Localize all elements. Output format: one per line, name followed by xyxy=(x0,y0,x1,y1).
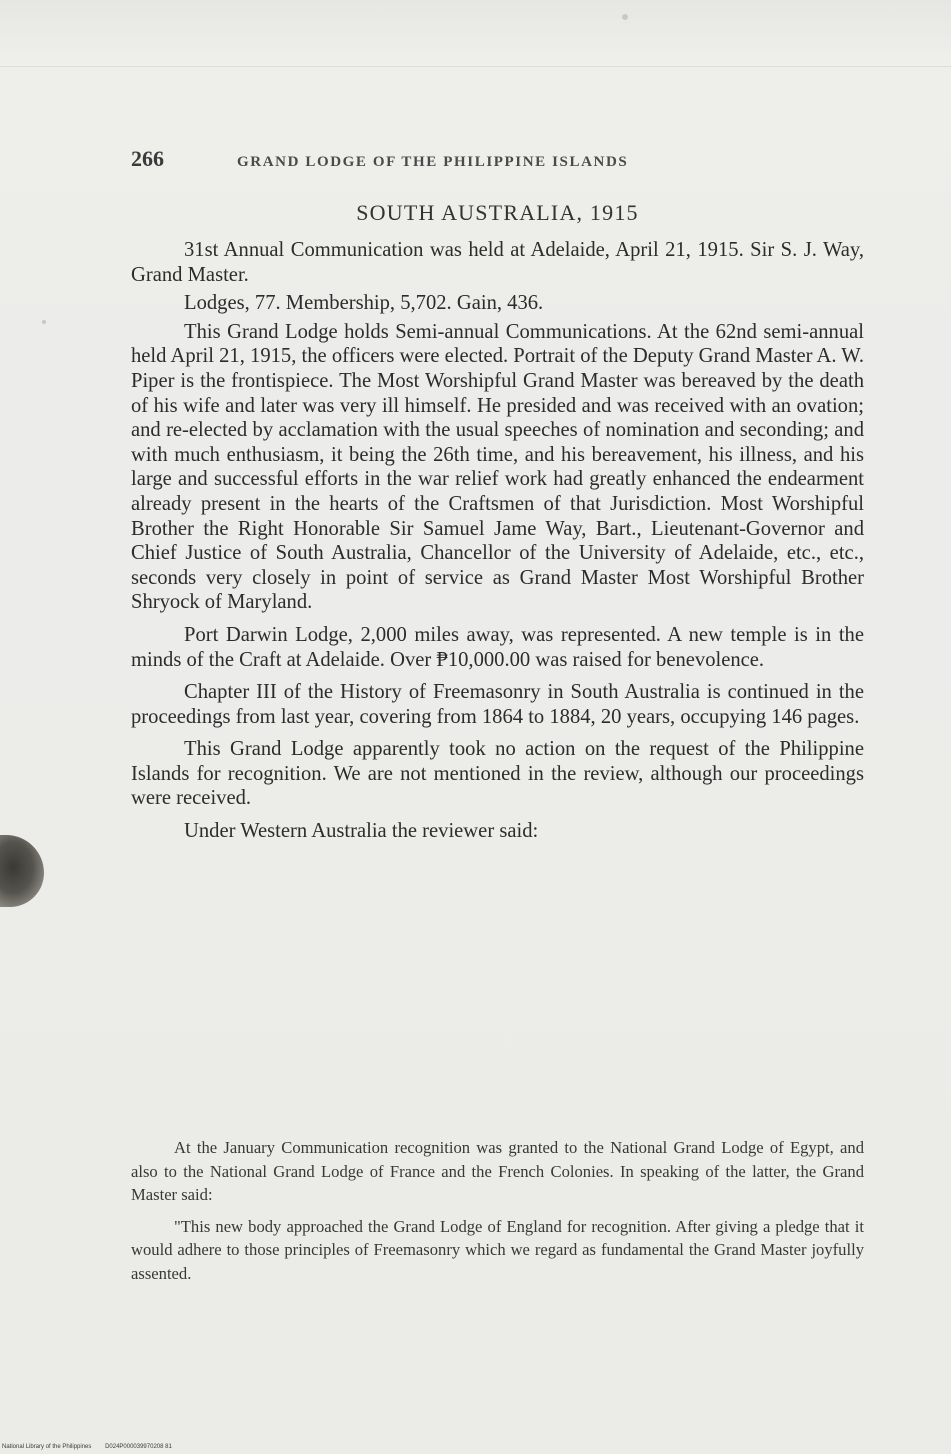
page-number: 266 xyxy=(131,146,164,171)
scan-top-band xyxy=(0,0,951,67)
paragraph-history-chapter: Chapter III of the History of Freemasonry in South Australia is continued in the proceedings from last year, covering from 1864 to 1884, 20 years, occupying 146 pages. xyxy=(131,681,864,728)
block-quote xyxy=(131,1136,864,1286)
quote-paragraph: At the January Communication recognition was granted to the National Grand Lodge of Egypt, and also to the National Grand Lodge of France and the French Colonies. In speaking of the latter, the Grand Master said: xyxy=(131,1138,864,1205)
dust-speck xyxy=(622,14,628,20)
thumb-shadow-mark xyxy=(0,835,44,907)
dust-speck xyxy=(42,320,46,324)
paragraph-semi-annual: This Grand Lodge holds Semi-annual Communications. At the 62nd semi-annual held April 21, 1915, the officers were elected. Portrait of the Deputy Grand Master A. W. Piper is the frontispiece. The Most Worshipful Grand Master was bereaved by the death of his wife and later was very ill himself. He presided and was received with an ovation; and re-elected by acclamation with the usual speeches of nomination and seconding; and with much enthusiasm, it being the 26th time, and his bereavement, his illness, and his large and successful efforts in the war relief work had greatly enhanced the endearment already present in the hearts of the Craftsmen of that Jurisdiction. Most Worshipful Brother the Right Honorable Sir Samuel Jame Way, Bart., Lieutenant-Governor and Chief Justice of South Australia, Chancellor of the University of Adelaide, etc., etc., seconds very closely in point of service as Grand Master Most Worshipful Brother Shryock of Maryland. xyxy=(131,320,864,614)
section-title: SOUTH AUSTRALIA, 1915 xyxy=(356,200,639,225)
footer-source: National Library of the Philippines xyxy=(2,1444,92,1450)
paragraph-port-darwin: Port Darwin Lodge, 2,000 miles away, was represented. A new temple is in the minds of the Craft at Adelaide. Over ₱10,000.00 was raised for benevolence. xyxy=(131,623,864,671)
paragraph-reviewer-intro: Under Western Australia the reviewer said: xyxy=(184,820,539,843)
body-text xyxy=(131,238,864,844)
paragraph-statistics: Lodges, 77. Membership, 5,702. Gain, 436. xyxy=(184,292,544,315)
page-header xyxy=(131,146,871,176)
running-head: GRAND LODGE OF THE PHILIPPINE ISLANDS xyxy=(237,154,629,170)
scan-footer xyxy=(2,1444,172,1450)
quote-paragraph: "This new body approached the Grand Lodge of England for recognition. After giving a pledge that it would adhere to those principles of Freemasonry which we regard as fundamental the Grand Master joyfully assented. xyxy=(131,1216,864,1283)
footer-identifier: D024P000039970208 81 xyxy=(105,1444,172,1450)
paragraph-annual-communication: 31st Annual Communication was held at Adelaide, April 21, 1915. Sir S. J. Way, Grand Master. xyxy=(131,239,864,286)
paragraph-recognition: This Grand Lodge apparently took no action on the request of the Philippine Islands for recognition. We are not mentioned in the review, although our proceedings were received. xyxy=(131,738,864,810)
